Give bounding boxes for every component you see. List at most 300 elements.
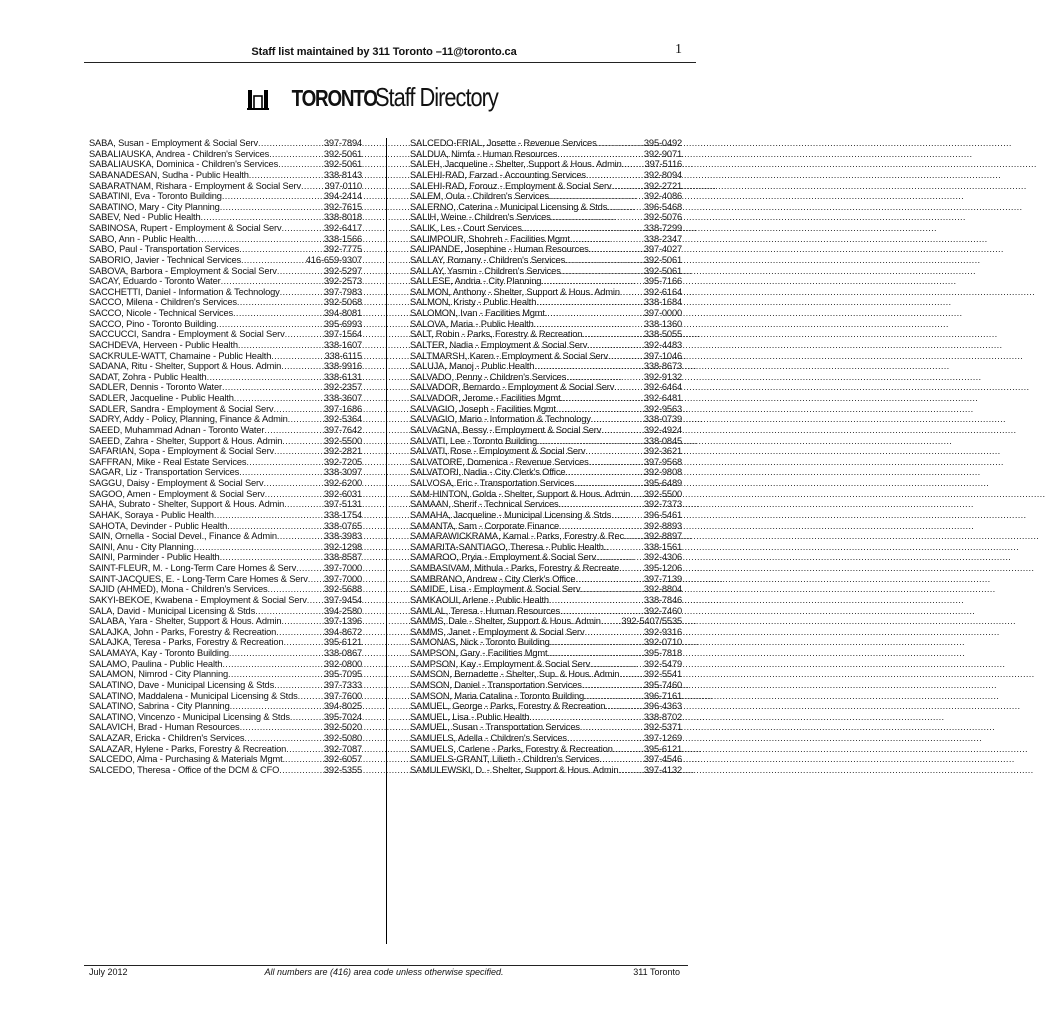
- directory-entry: [410, 733, 682, 744]
- entry-name: SAMUEL, Susan - Transportation Services: [410, 722, 580, 733]
- entry-phone: 392-5364: [323, 414, 362, 425]
- entry-name: SALIH, Weine - Children's Services: [410, 212, 551, 223]
- entry-name: SAMUELS-GRANT, Lilieth - Children's Services: [410, 754, 600, 765]
- dot-leader: [563, 393, 644, 404]
- entry-phone: 394-8025: [323, 701, 362, 712]
- directory-entry: [410, 574, 682, 585]
- entry-name: SABA, Susan - Employment & Social Serv: [89, 138, 258, 148]
- entry-name: SABATINO, Mary - City Planning: [89, 201, 220, 212]
- entry-name: SAHOTA, Devinder - Public Health: [89, 520, 228, 531]
- directory-entry: [410, 510, 682, 521]
- entry-phone: 392-8897: [643, 531, 682, 542]
- dot-leader: [214, 510, 324, 521]
- entry-phone: 397-7642: [323, 424, 362, 435]
- entry-phone: 338-1360: [643, 318, 682, 329]
- directory-entry: [89, 340, 362, 351]
- entry-name: SALCEDO, Alma - Purchasing & Materials Mgmt.: [89, 754, 285, 765]
- entry-name: SALVOSA, Eric - Transportation Services: [410, 478, 574, 488]
- directory-entry: [89, 648, 362, 659]
- entry-phone: 338-5055: [643, 329, 682, 340]
- entry-name: SADRY, Addy - Policy, Planning, Finance & Admin: [89, 414, 288, 425]
- dot-leader: [586, 170, 644, 181]
- dot-leader: [271, 351, 324, 362]
- directory-entry: [410, 680, 682, 691]
- dot-leader: [274, 446, 324, 457]
- entry-phone: 392-8804: [643, 584, 682, 595]
- entry-phone: 392-5500: [643, 488, 682, 499]
- entry-phone: 392-4924: [643, 424, 682, 435]
- dot-leader: [619, 563, 644, 574]
- entry-name: SAJID (AHMED), Mona - Children's Services: [89, 584, 268, 595]
- entry-name: SAHA, Subrato - Shelter, Support & Hous. Admin: [89, 499, 285, 510]
- directory-entry: [410, 340, 682, 351]
- dot-leader: [308, 574, 324, 585]
- entry-phone: 392-5068: [323, 297, 362, 308]
- directory-entry: [410, 138, 682, 149]
- entry-phone: 392-2357: [323, 382, 362, 393]
- entry-phone: 397-9454: [323, 594, 362, 605]
- entry-name: SAMSON, Bernadette - Shelter, Sup. & Hous. Admin: [410, 669, 620, 680]
- entry-name: SALCEDO-FRIAL, Josette - Revenue Services: [410, 138, 597, 148]
- entry-phone: 392-9563: [643, 403, 682, 414]
- dot-leader: [276, 627, 324, 638]
- entry-phone: 392-5355: [323, 764, 362, 775]
- entry-name: SAINI, Anu - City Planning: [89, 541, 194, 552]
- directory-entry: [89, 234, 362, 245]
- directory-entry: [89, 266, 362, 277]
- entry-phone: 338-1566: [323, 233, 362, 244]
- directory-entry: [89, 691, 362, 702]
- directory-entry: [410, 531, 682, 542]
- entry-phone: 338-1684: [643, 297, 682, 308]
- entry-name: SALVADO, Penny - Children's Services: [410, 371, 567, 382]
- entry-phone: 392-9071: [643, 148, 682, 159]
- directory-entry: [89, 308, 362, 319]
- dot-leader: [307, 595, 324, 606]
- entry-name: SALUJA, Manoj - Public Health: [410, 361, 535, 372]
- directory-column-right: [410, 138, 682, 776]
- entry-name: SALAMAYA, Kay - Toronto Building: [89, 648, 229, 658]
- dot-leader: [549, 595, 644, 606]
- entry-phone: 392-5061: [323, 148, 362, 159]
- entry-name: SABEV, Ned - Public Health: [89, 212, 201, 223]
- directory-entry: [410, 351, 682, 362]
- footer-note: All numbers are (416) area code unless otherwise specified.: [264, 967, 504, 977]
- directory-entry: [410, 181, 682, 192]
- dot-leader: [605, 701, 644, 712]
- dot-leader: [614, 382, 644, 393]
- dot-leader: [230, 701, 324, 712]
- dot-leader: [551, 212, 644, 223]
- entry-name: SALVATORE, Domenica - Revenue Services: [410, 456, 589, 467]
- dot-leader: [601, 425, 644, 436]
- entry-phone: 338-2347: [643, 233, 682, 244]
- dot-leader: [281, 361, 324, 372]
- entry-phone: 397-5131: [323, 499, 362, 510]
- directory-entry: [89, 404, 362, 415]
- dot-leader: [534, 319, 644, 330]
- entry-name: SALAMON, Nimrod - City Planning: [89, 669, 228, 680]
- entry-name: SALVATI, Rose - Employment & Social Serv: [410, 446, 586, 457]
- dot-leader: [241, 255, 306, 266]
- entry-phone: 397-7983: [323, 286, 362, 297]
- entry-phone: 397-1396: [323, 616, 362, 627]
- entry-name: SAMUEL, George - Parks, Forestry & Recreation: [410, 701, 606, 712]
- dot-leader: [608, 351, 644, 362]
- dot-leader: [239, 244, 324, 255]
- dot-leader: [611, 181, 643, 192]
- entry-phone: 392-5500: [323, 435, 362, 446]
- dot-leader: [222, 382, 324, 393]
- dot-leader: [630, 489, 644, 500]
- entry-name: SAMUELS, Adella - Children's Services: [410, 733, 567, 743]
- directory-entry: [89, 733, 362, 744]
- directory-entry: [410, 287, 682, 298]
- dot-leader: [201, 212, 324, 223]
- directory-entry: [89, 584, 362, 595]
- entry-phone: 395-7818: [643, 648, 682, 658]
- directory-entry: [410, 627, 682, 638]
- directory-entry: [89, 181, 362, 192]
- dot-leader: [550, 648, 644, 659]
- dot-leader: [234, 393, 324, 404]
- directory-entry: [89, 382, 362, 393]
- dot-leader: [263, 478, 323, 489]
- entry-name: SAMUELS, Carlene - Parks, Forestry & Recreation: [410, 743, 613, 754]
- directory-entry: [89, 531, 362, 542]
- directory-entry: [410, 436, 682, 447]
- directory-entry: [410, 584, 682, 595]
- dot-leader: [575, 574, 644, 585]
- entry-phone: 392-9316: [643, 626, 682, 637]
- dot-leader: [541, 276, 644, 287]
- entry-name: SACAY, Eduardo - Toronto Water: [89, 276, 221, 287]
- entry-phone: 392-8893: [643, 520, 682, 531]
- entry-phone: 392-5688: [323, 584, 362, 595]
- entry-name: SAMMS, Janet - Employment & Social Serv: [410, 626, 585, 637]
- entry-name: SALLESE, Andria - City Planning: [410, 276, 542, 287]
- entry-name: SAINI, Parminder - Public Health: [89, 552, 220, 563]
- directory-entry: [410, 308, 682, 319]
- entry-name: SALEM, Oula - Children's Services: [410, 191, 549, 202]
- dot-leader: [221, 276, 324, 287]
- entry-name: SAINT-JACQUES, E. - Long-Term Care Homes & Serv: [89, 573, 308, 584]
- dot-leader: [288, 414, 324, 425]
- dot-leader: [264, 425, 324, 436]
- entry-phone: 392-2821: [323, 446, 362, 457]
- entry-name: SAMBRANO, Andrew - City Clerk's Office: [410, 573, 576, 584]
- dot-leader: [580, 584, 644, 595]
- entry-phone: 394-2580: [323, 605, 362, 616]
- entry-phone: 392-5407/5535: [621, 616, 682, 627]
- entry-phone: 392-5061: [323, 159, 362, 170]
- entry-name: SACCUCCI, Sandra - Employment & Social Serv: [89, 329, 285, 340]
- directory-entry: [89, 319, 362, 330]
- dot-leader: [565, 467, 644, 478]
- entry-phone: 392-4306: [643, 552, 682, 563]
- directory-entry: [89, 574, 362, 585]
- entry-name: SALMON, Kristy - Public Health: [410, 297, 537, 308]
- entry-phone: 396-4363: [643, 701, 682, 712]
- entry-phone: 396-5461: [643, 509, 682, 520]
- directory-entry: [89, 521, 362, 532]
- entry-phone: 338-7299: [643, 223, 682, 233]
- entry-name: SALAZAR, Ericka - Children's Services: [89, 733, 245, 743]
- entry-phone: 392-0710: [643, 637, 682, 648]
- entry-phone: 392-6057: [323, 754, 362, 765]
- directory-entry: [410, 223, 682, 234]
- dot-leader: [207, 372, 324, 383]
- header-rule: [84, 62, 696, 63]
- directory-entry: [89, 765, 362, 776]
- entry-name: SAMBASIVAM, Mithula - Parks, Forestry & Recreate: [410, 563, 620, 573]
- directory-entry: [410, 712, 682, 723]
- entry-name: SAGGU, Daisy - Employment & Social Serv: [89, 478, 264, 488]
- entry-name: SAMUEL, Lisa - Public Health: [410, 711, 530, 722]
- entry-phone: 397-4027: [643, 244, 682, 255]
- directory-entry: [89, 414, 362, 425]
- entry-phone: 397-7000: [323, 563, 362, 573]
- directory-entry: [410, 266, 682, 277]
- dot-leader: [559, 499, 644, 510]
- entry-phone: 397-1046: [643, 350, 682, 361]
- dot-leader: [222, 659, 324, 670]
- entry-phone: 397-0110: [324, 180, 362, 191]
- entry-phone: 392-6481: [643, 393, 682, 403]
- column-divider: [386, 138, 387, 944]
- city-hall-icon: [247, 84, 269, 110]
- dot-leader: [582, 680, 644, 691]
- dot-leader: [296, 563, 324, 574]
- entry-name: SAHAK, Soraya - Public Health: [89, 509, 214, 520]
- entry-name: SALAVICH, Brad - Human Resources: [89, 722, 240, 733]
- entry-phone: 338-8143: [323, 169, 362, 180]
- dot-leader: [607, 202, 644, 213]
- directory-entry: [410, 542, 682, 553]
- directory-entry: [89, 287, 362, 298]
- entry-phone: 395-6121: [323, 637, 362, 648]
- entry-phone: 395-0492: [643, 138, 682, 148]
- entry-phone: 392-5061: [643, 265, 682, 276]
- entry-phone: 392-5541: [643, 669, 682, 680]
- directory-entry: [410, 425, 682, 436]
- directory-entry: [410, 382, 682, 393]
- entry-phone: 397-1564: [323, 329, 362, 340]
- entry-phone: 338-0739: [643, 414, 682, 425]
- entry-phone: 395-7166: [643, 276, 682, 287]
- entry-phone: 392-4483: [643, 339, 682, 350]
- dot-leader: [585, 446, 644, 457]
- directory-entry: [89, 329, 362, 340]
- directory-entry: [89, 489, 362, 500]
- entry-name: SALIK, Les - Court Services: [410, 223, 522, 233]
- directory-entry: [89, 170, 362, 181]
- entry-phone: 338-3097: [323, 467, 362, 478]
- entry-name: SAMPSON, Kay - Employment & Social Serv: [410, 658, 591, 669]
- dot-leader: [246, 457, 324, 468]
- directory-entry: [89, 606, 362, 617]
- directory-entry: [89, 457, 362, 468]
- dot-leader: [255, 606, 324, 617]
- dot-leader: [589, 244, 644, 255]
- entry-phone: 397-9568: [643, 456, 682, 467]
- entry-name: SALVAGIO, Joseph - Facilities Mgmt.: [410, 403, 559, 414]
- dot-leader: [624, 531, 644, 542]
- footer-date: July 2012: [89, 967, 128, 977]
- directory-entry: [410, 202, 682, 213]
- entry-phone: 392-6417: [323, 223, 362, 233]
- dot-leader: [601, 616, 622, 627]
- entry-phone: 338-0867: [323, 648, 362, 658]
- entry-phone: 392-5020: [323, 722, 362, 733]
- dot-leader: [216, 319, 324, 330]
- entry-phone: 392-6031: [323, 488, 362, 499]
- entry-name: SALIMPOUR, Shohreh - Facilities Mgmt.: [410, 233, 573, 244]
- entry-phone: 395-7024: [323, 711, 362, 722]
- entry-name: SALATINO, Dave - Municipal Licensing & Stds: [89, 679, 275, 690]
- directory-entry: [89, 722, 362, 733]
- entry-phone: 338-9916: [323, 361, 362, 372]
- dot-leader: [584, 691, 644, 702]
- dot-leader: [274, 404, 324, 415]
- directory-entry: [410, 255, 682, 266]
- entry-phone: 392-5076: [643, 212, 682, 223]
- dot-leader: [536, 297, 644, 308]
- directory-entry: [89, 372, 362, 383]
- entry-name: SALIPANDE, Josephine - Human Resources: [410, 244, 589, 255]
- entry-phone: 397-5116: [644, 159, 682, 170]
- dot-leader: [590, 659, 644, 670]
- dot-leader: [281, 223, 323, 234]
- dot-leader: [233, 308, 324, 319]
- directory-entry: [89, 659, 362, 670]
- entry-phone: 392-4086: [643, 191, 682, 202]
- directory-entry: [410, 319, 682, 330]
- entry-phone: 338-8587: [323, 552, 362, 563]
- dot-leader: [561, 266, 644, 277]
- page-header: Staff list maintained by 311 Toronto –11@toronto.ca: [251, 46, 517, 58]
- entry-name: SAMANTA, Sam - Corporate Finance: [410, 520, 559, 531]
- dot-leader: [286, 744, 324, 755]
- entry-name: SAMLAL, Teresa - Human Resources: [410, 605, 561, 616]
- entry-name: SAMAHA, Jacqueline - Municipal Licensing & Stds: [410, 509, 612, 520]
- page-number: 1: [675, 42, 682, 57]
- entry-phone: 392-6164: [643, 286, 682, 297]
- entry-name: SAMMS, Dale - Shelter, Support & Hous. Admin: [410, 616, 601, 627]
- entry-name: SALLAY, Romany - Children's Services: [410, 254, 566, 265]
- dot-leader: [195, 234, 324, 245]
- entry-name: SAM-HINTON, Golda - Shelter, Support & Hous. Admin: [410, 488, 631, 499]
- directory-entry: [89, 542, 362, 553]
- dot-leader: [227, 521, 324, 532]
- dot-leader: [597, 138, 644, 149]
- entry-name: SAMAROO, Pryia - Employment & Social Serv: [410, 552, 597, 563]
- entry-phone: 338-0845: [643, 435, 682, 446]
- entry-name: SAMIDE, Lisa - Employment & Social Serv: [410, 584, 581, 595]
- directory-entry: [410, 669, 682, 680]
- entry-name: SALAJKA, Teresa - Parks, Forestry & Recreation: [89, 637, 284, 648]
- entry-phone: 392-6464: [643, 382, 682, 393]
- directory-entry: [410, 159, 682, 170]
- entry-name: SADLER, Dennis - Toronto Water: [89, 382, 222, 393]
- directory-entry: [410, 404, 682, 415]
- directory-entry: [410, 414, 682, 425]
- directory-entry: [410, 659, 682, 670]
- directory-entry: [89, 436, 362, 447]
- directory-entry: [89, 297, 362, 308]
- dot-leader: [591, 414, 644, 425]
- directory-entry: [89, 680, 362, 691]
- directory-entry: [410, 648, 682, 659]
- entry-phone: 397-7139: [643, 573, 682, 584]
- dot-leader: [277, 531, 324, 542]
- entry-phone: 395-6489: [643, 478, 682, 488]
- dot-leader: [258, 138, 324, 149]
- entry-phone: 338-8673: [643, 361, 682, 372]
- directory-entry: [410, 606, 682, 617]
- dot-leader: [572, 234, 644, 245]
- directory-entry: [89, 712, 362, 723]
- dot-leader: [244, 733, 324, 744]
- dot-leader: [237, 297, 324, 308]
- entry-name: SAEED, Muhammad Adnan - Toronto Water: [89, 424, 265, 435]
- dot-leader: [550, 637, 644, 648]
- entry-phone: 395-6993: [323, 318, 362, 329]
- entry-phone: 392-3621: [643, 446, 682, 457]
- dot-leader: [222, 191, 324, 202]
- dot-leader: [522, 223, 644, 234]
- entry-name: SALATINO, Sabrina - City Planning: [89, 701, 230, 712]
- directory-entry: [410, 212, 682, 223]
- entry-name: SAMONAS, Nick - Toronto Building: [410, 637, 550, 648]
- dot-leader: [220, 202, 324, 213]
- directory-entry: [89, 212, 362, 223]
- entry-phone: 392-7087: [323, 743, 362, 754]
- entry-name: SACCO, Nicole - Technical Services: [89, 308, 234, 318]
- entry-name: SALAJKA, John - Parks, Forestry & Recreation: [89, 626, 277, 637]
- dot-leader: [240, 722, 324, 733]
- directory-entry: [89, 744, 362, 755]
- entry-name: SABALIAUSKA, Dominica - Children's Services: [89, 159, 279, 170]
- dot-leader: [567, 733, 644, 744]
- directory-entry: [410, 244, 682, 255]
- entry-phone: 397-4546: [643, 754, 682, 765]
- dot-leader: [284, 499, 324, 510]
- dot-leader: [547, 308, 644, 319]
- entry-name: SAKYI-BEKOE, Kwabena - Employment & Social Serv: [89, 594, 307, 605]
- directory-entry: [89, 563, 362, 574]
- directory-entry: [89, 669, 362, 680]
- entry-name: SAMULEWSKI, D. - Shelter, Support & Hous. Admin: [410, 764, 619, 775]
- directory-entry: [89, 149, 362, 160]
- directory-entry: [410, 489, 682, 500]
- entry-name: SABATINI, Eva - Toronto Building: [89, 191, 222, 202]
- entry-phone: 392-5061: [643, 254, 682, 265]
- dot-leader: [589, 457, 644, 468]
- entry-phone: 338-3983: [323, 531, 362, 542]
- directory-title: Staff Directory: [374, 82, 498, 112]
- footer-rule: [84, 965, 688, 966]
- entry-name: SALATINO, Maddalena - Municipal Licensing & Stds: [89, 690, 298, 701]
- dot-leader: [194, 542, 324, 553]
- entry-name: SALAZAR, Hylene - Parks, Forestry & Recreation: [89, 743, 287, 754]
- directory-entry: [89, 552, 362, 563]
- directory-column-left: [89, 138, 362, 776]
- entry-phone: 392-7460: [643, 605, 682, 616]
- entry-name: SACCO, Milena - Children's Services: [89, 297, 237, 308]
- directory-entry: [89, 191, 362, 202]
- dot-leader: [582, 329, 644, 340]
